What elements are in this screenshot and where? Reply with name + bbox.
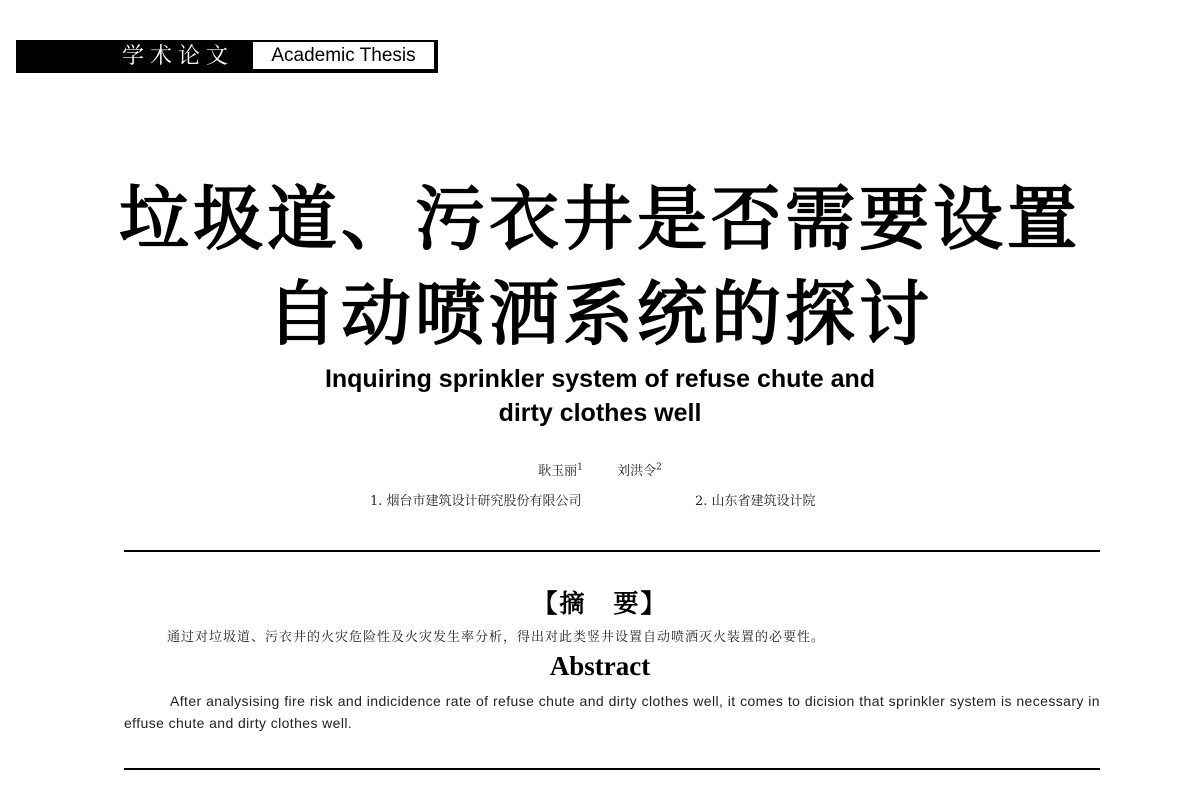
- affiliation-2: 2. 山东省建筑设计院: [695, 494, 816, 509]
- section-label-en: [253, 42, 434, 69]
- author-affil-mark: 2: [656, 462, 662, 473]
- divider-top: [124, 550, 1100, 552]
- abstract-cn-text: 通过对垃圾道、污衣井的火灾危险性及火灾发生率分析，得出对此类竖井设置自动喷洒灭火装置的必要性。: [167, 630, 826, 645]
- affiliation-1: 1. 烟台市建筑设计研究股份有限公司: [370, 494, 582, 509]
- title-en-line1: Inquiring sprinkler system of refuse chute and: [324, 365, 876, 393]
- title-cn-line2: 自动喷洒系统的探讨: [267, 273, 933, 355]
- author-affil-mark: 1: [577, 462, 583, 473]
- divider-bottom: [124, 768, 1100, 770]
- section-label-cn: 学术论文: [122, 44, 235, 69]
- abstract-en-text: After analysising fire risk and indicidence rate of refuse chute and dirty clothes well, it comes to dicision that sprinkler system is necessary in effuse chute and dirty clothes well.: [124, 693, 1100, 731]
- authors: [0, 460, 1200, 479]
- title-cn-line1: 垃圾道、污衣井是否需要设置: [119, 178, 1081, 260]
- author-name: 刘洪令: [617, 464, 657, 479]
- author-name: 耿玉丽: [538, 464, 578, 479]
- abstract-en-heading: Abstract: [549, 651, 651, 681]
- section-label-en-text: Academic Thesis: [271, 44, 416, 66]
- title-en-line2: dirty clothes well: [498, 399, 702, 427]
- abstract-cn-heading: 【摘 要】: [532, 589, 668, 618]
